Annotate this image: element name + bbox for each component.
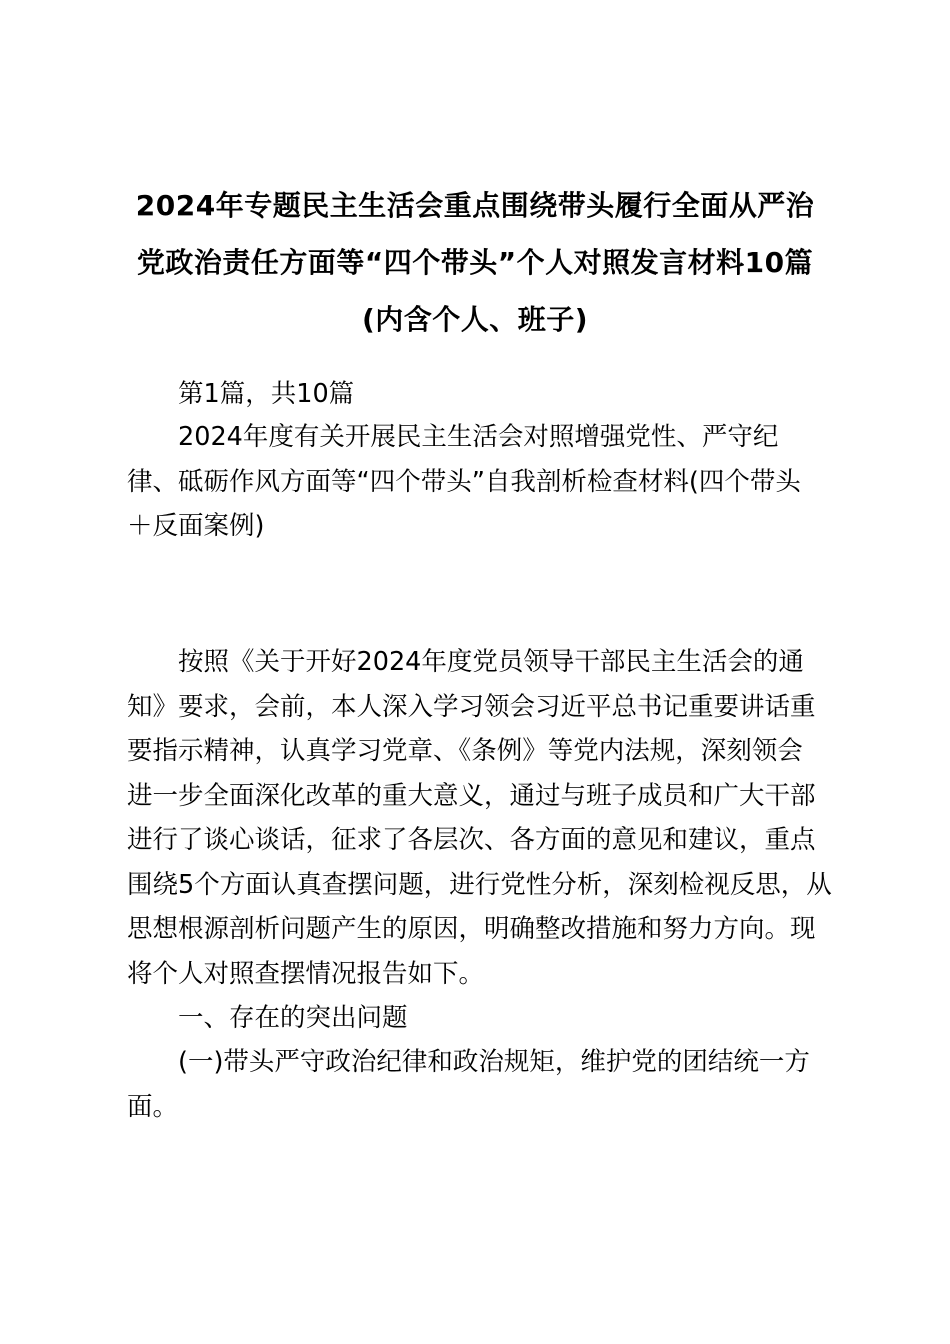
part-title xyxy=(127,415,823,549)
intro-line-5: 进行了谈心谈话，征求了各层次、各方面的意见和建议，重点 xyxy=(127,825,816,855)
subsection-heading xyxy=(127,1040,823,1129)
intro-line-2: 知》要求，会前，本人深入学习领会习近平总书记重要讲话重 xyxy=(127,691,816,722)
subsection-line-1: (一)带头严守政治纪律和政治规矩，维护党的团结统一方 xyxy=(178,1047,810,1077)
part-title-line-2: 律、砥砺作风方面等“四个带头”自我剖析检查材料(四个带头 xyxy=(127,466,801,497)
part-label-text: 第1篇，共10篇 xyxy=(178,379,355,409)
title-line-3: (内含个人、班子) xyxy=(361,303,589,336)
intro-line-7: 思想根源剖析问题产生的原因，明确整改措施和努力方向。现 xyxy=(127,914,816,944)
section-heading-text: 一、存在的突出问题 xyxy=(178,1003,408,1033)
title-line-1: 2024年专题民主生活会重点围绕带头履行全面从严治 xyxy=(135,189,815,222)
title-line-2: 党政治责任方面等“四个带头”个人对照发言材料10篇 xyxy=(136,246,814,279)
part-title-line-1: 2024年度有关开展民主生活会对照增强党性、严守纪 xyxy=(178,422,779,452)
intro-line-8: 将个人对照查摆情况报告如下。 xyxy=(127,958,485,989)
subsection-line-2: 面。 xyxy=(127,1091,179,1122)
intro-line-1: 按照《关于开好2024年度党员领导干部民主生活会的通 xyxy=(178,647,804,677)
intro-line-3: 要指示精神，认真学习党章、《条例》等党内法规，深刻领会 xyxy=(127,736,803,766)
section-heading xyxy=(127,996,823,1041)
intro-line-6: 围绕5个方面认真查摆问题，进行党性分析，深刻检视反思，从 xyxy=(127,869,832,900)
intro-line-4: 进一步全面深化改革的重大意义，通过与班子成员和广大干部 xyxy=(127,780,816,811)
part-label xyxy=(127,372,823,417)
part-title-line-3: ＋反面案例) xyxy=(127,511,265,541)
document-title xyxy=(125,177,825,348)
intro-paragraph xyxy=(127,640,832,996)
